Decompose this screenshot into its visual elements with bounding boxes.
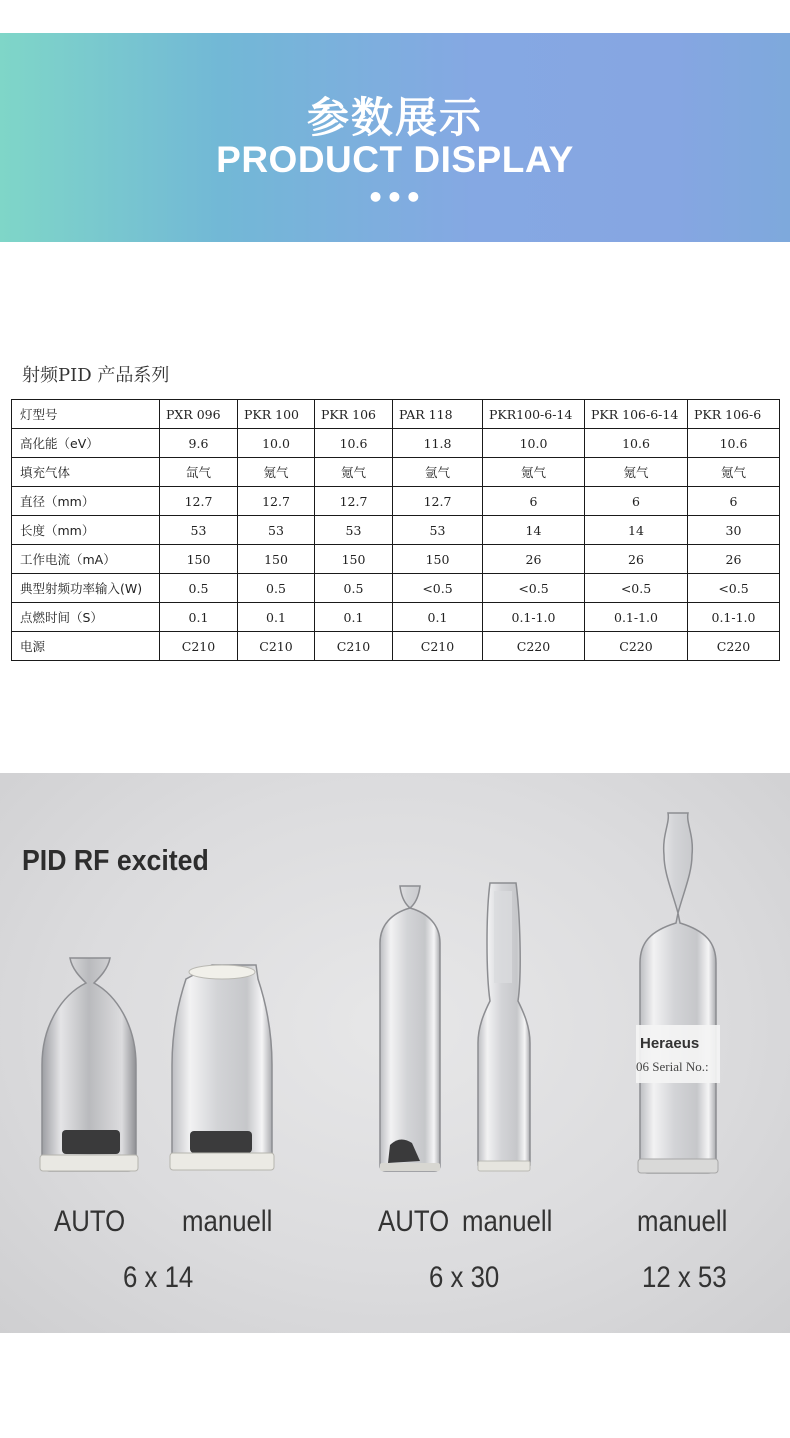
table-header-model: PAR 118 [393,400,483,429]
table-row-label: 填充气体 [12,458,160,487]
table-cell: 氪气 [688,458,780,487]
table-cell: 6 [585,487,688,516]
table-cell: 10.0 [483,429,585,458]
table-cell: 氪气 [585,458,688,487]
table-cell: 12.7 [160,487,238,516]
table-cell: 12.7 [315,487,393,516]
table-cell: 0.1 [238,603,315,632]
banner-title-en: PRODUCT DISPLAY [216,139,574,180]
table-header-label: 灯型号 [12,400,160,429]
table-header-model: PXR 096 [160,400,238,429]
table-cell: 6 [688,487,780,516]
table-row [12,429,780,458]
table-row-label: 直径（mm） [12,487,160,516]
table-cell: 10.6 [585,429,688,458]
lamp-12x53-manuell [636,813,720,1173]
table-cell: 氪气 [315,458,393,487]
table-cell: 150 [238,545,315,574]
table-cell: 53 [315,516,393,545]
table-title: 射频PID 产品系列 [22,365,170,386]
table-cell: <0.5 [483,574,585,603]
table-row-label: 高化能（eV） [12,429,160,458]
lamp-label-auto-1: AUTO [54,1205,126,1238]
table-cell: 6 [483,487,585,516]
table-cell: 0.1-1.0 [688,603,780,632]
table-row [12,632,780,661]
table-cell: 10.0 [238,429,315,458]
table-header-model: PKR 106-6 [688,400,780,429]
lamp-label-auto-2: AUTO [378,1205,450,1238]
table-row [12,458,780,487]
table-cell: 9.6 [160,429,238,458]
table-header-row [12,400,780,429]
photo-heading: PID RF excited [22,845,209,877]
table-row [12,516,780,545]
table-cell: 氪气 [238,458,315,487]
table-cell: 0.5 [238,574,315,603]
table-header-model: PKR100-6-14 [483,400,585,429]
table-header-model: PKR 100 [238,400,315,429]
table-cell: 11.8 [393,429,483,458]
table-cell: 0.5 [315,574,393,603]
table-cell: <0.5 [393,574,483,603]
table-cell: 10.6 [688,429,780,458]
table-row [12,487,780,516]
lamp-illustrations [0,773,790,1333]
table-cell: 0.1-1.0 [585,603,688,632]
table-cell: <0.5 [688,574,780,603]
table-cell: C220 [585,632,688,661]
table-cell: 150 [315,545,393,574]
banner-title-cn: 参数展示 [306,93,483,142]
table-cell: 53 [160,516,238,545]
table-cell: C210 [160,632,238,661]
lamp-size-12x53: 12 x 53 [642,1261,727,1294]
table-cell: 26 [688,545,780,574]
banner-dots: ••• [366,181,424,214]
table-cell: C210 [393,632,483,661]
table-cell: 氪气 [483,458,585,487]
table-cell: C210 [238,632,315,661]
table-cell: C220 [688,632,780,661]
lamp-size-6x14: 6 x 14 [123,1261,194,1294]
table-cell: 0.5 [160,574,238,603]
table-cell: 150 [160,545,238,574]
table-cell: 0.1 [315,603,393,632]
table-header-model: PKR 106-6-14 [585,400,688,429]
lamp-size-6x30: 6 x 30 [429,1261,500,1294]
table-cell: 150 [393,545,483,574]
table-cell: 12.7 [393,487,483,516]
header-banner [0,33,790,242]
spec-table [11,399,780,661]
table-row-label: 电源 [12,632,160,661]
lamp-brand-text: Heraeus [640,1035,700,1052]
table-cell: 26 [585,545,688,574]
lamp-label-manuell-1: manuell [182,1205,273,1238]
table-cell: 氙气 [160,458,238,487]
table-header-model: PKR 106 [315,400,393,429]
table-cell: 30 [688,516,780,545]
table-cell: 26 [483,545,585,574]
table-cell: C210 [315,632,393,661]
table-cell: 氩气 [393,458,483,487]
table-cell: 10.6 [315,429,393,458]
table-row-label: 点燃时间（S） [12,603,160,632]
lamp-label-manuell-2: manuell [462,1205,553,1238]
table-cell: 0.1 [393,603,483,632]
table-row [12,545,780,574]
table-row-label: 长度（mm） [12,516,160,545]
lamp-6x30-auto [380,886,440,1171]
lamp-label-manuell-3: manuell [637,1205,728,1238]
table-row-label: 工作电流（mA） [12,545,160,574]
lamp-6x14-manuell [170,965,274,1170]
table-row [12,574,780,603]
table-row-label: 典型射频功率输入(W) [12,574,160,603]
table-cell: 53 [238,516,315,545]
lamp-6x30-manuell [478,883,530,1171]
table-cell: 14 [585,516,688,545]
table-row [12,603,780,632]
table-cell: 14 [483,516,585,545]
table-cell: 12.7 [238,487,315,516]
table-cell: <0.5 [585,574,688,603]
table-cell: C220 [483,632,585,661]
table-cell: 0.1-1.0 [483,603,585,632]
lamp-6x14-auto [40,958,138,1171]
table-cell: 53 [393,516,483,545]
lamp-photo [0,773,790,1333]
table-cell: 0.1 [160,603,238,632]
lamp-serial-text: 06 Serial No.: [636,1059,709,1074]
